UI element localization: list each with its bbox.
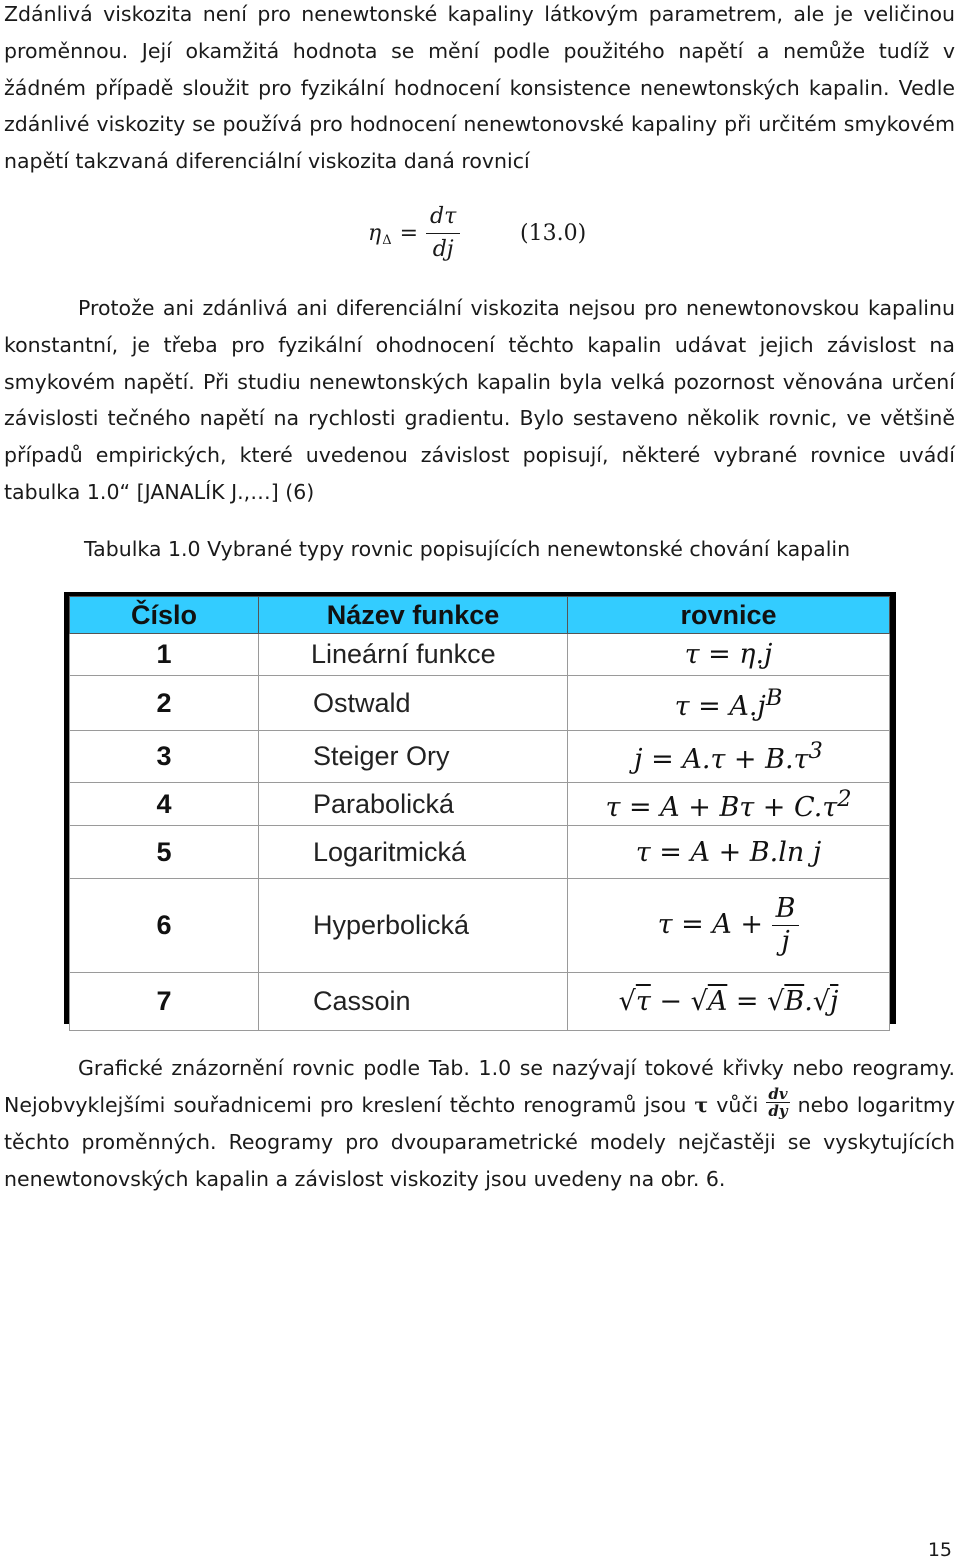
- header-cislo: Číslo: [70, 597, 259, 634]
- row-equation: $\tau = A + B\tau + C.\tau^2$: [568, 783, 890, 826]
- row-equation: τ = η.j: [568, 634, 890, 676]
- row-function-name: Ostwald: [259, 676, 568, 731]
- table-row: [70, 634, 890, 676]
- tau-symbol: τ: [694, 1093, 709, 1117]
- table-row: [70, 783, 890, 826]
- row-number: 6: [70, 879, 259, 973]
- row-equation: τ = A + $\frac{B}{j}$: [568, 879, 890, 973]
- header-rovnice: rovnice: [568, 597, 890, 634]
- sqrt-symbol: √: [690, 986, 708, 1017]
- equations-table: [64, 592, 896, 1024]
- equation-denominator: dj: [432, 236, 454, 262]
- page-number: 15: [927, 1539, 952, 1561]
- row-function-name: Parabolická: [259, 783, 568, 826]
- sqrt-symbol: √: [618, 986, 636, 1017]
- row-function-name: Steiger Ory: [259, 731, 568, 783]
- equation-fraction: $\frac{B}{j}$: [772, 893, 800, 958]
- row-function-name: Logaritmická: [259, 826, 568, 879]
- table-row: [70, 879, 890, 973]
- table-caption: Tabulka 1.0 Vybrané typy rovnic popisujících nenewtonské chování kapalin: [84, 537, 851, 561]
- row-function-name: Lineární funkce: [259, 634, 568, 676]
- paragraph-viscosity-dependence: Protože ani zdánlivá ani diferenciální viskozita nejsou pro nenewtonovskou kapalinu konstantní, je třeba pro fyzikální ohodnocení těchto kapalin udávat jejich závislost na smykovém napětí. Při studiu nenewtonských kapalin byla velká pozornost věnována určení závislosti tečného napětí na rychlosti gradientu. Bylo sestaveno několik rovnic, ve většině případů empirických, které uvedenou závislost popisují, některé vybrané rovnice uvádí tabulka 1.0“ [JANALÍK J.,…] (6): [4, 296, 955, 504]
- dv-dy-fraction: $\frac{dv}{dy}$: [768, 1084, 788, 1120]
- equation-eta: η: [368, 220, 382, 246]
- equation-superscript: 2: [837, 785, 852, 812]
- row-function-name: Hyperbolická: [259, 879, 568, 973]
- table-row: [70, 826, 890, 879]
- equation-number: (13.0): [520, 220, 587, 246]
- row-function-name: Cassoin: [259, 973, 568, 1031]
- sqrt-symbol: √: [812, 986, 830, 1017]
- row-equation: √τ − √A = √B.√j: [568, 973, 890, 1031]
- row-number: 4: [70, 783, 259, 826]
- table-row: [70, 676, 890, 731]
- row-number: 3: [70, 731, 259, 783]
- equation-equals: =: [399, 220, 419, 246]
- row-equation: τ = A + B.ln j: [568, 826, 890, 879]
- row-number: 2: [70, 676, 259, 731]
- equation-differential-viscosity: [368, 198, 587, 268]
- equation-fraction: [426, 205, 460, 262]
- paragraph-rheograms: Grafické znázornění rovnic podle Tab. 1.0 se nazývají tokové křivky nebo reogramy. Nejobvyklejšími souřadnicemi pro kreslení těchto renogramů jsou τ vůči $\frac{dv}{dy}$ nebo logaritmy těchto proměnných. Reogramy pro dvouparametrické modely nejčastěji se vyskytujících nenewtonovských kapalin a závislost viskozity jsou uvedeny na obr. 6.: [4, 1056, 955, 1191]
- equation-numerator: dτ: [426, 205, 460, 234]
- header-nazev-funkce: Název funkce: [259, 597, 568, 634]
- table-row: [70, 973, 890, 1031]
- row-number: 7: [70, 973, 259, 1031]
- equation-subscript: Δ: [382, 232, 392, 248]
- table-row: [70, 731, 890, 783]
- row-equation: $\tau = A.j^B$: [568, 676, 890, 731]
- row-equation: $j = A.\tau + B.\tau^3$: [568, 731, 890, 783]
- equation-superscript: B: [765, 684, 783, 711]
- paragraph-apparent-viscosity: Zdánlivá viskozita není pro nenewtonské kapaliny látkovým parametrem, ale je veličinou proměnnou. Její okamžitá hodnota se mění podle použitého napětí a nemůže tudíž v žádném případě sloužit pro fyzikální hodnocení konsistence nenewtonských kapalin. Vedle zdánlivé viskozity se používá pro hodnocení nenewtonovské kapaliny při určitém smykovém napětí takzvaná diferenciální viskozita daná rovnicí: [4, 2, 955, 174]
- row-number: 1: [70, 634, 259, 676]
- equation-superscript: 3: [808, 738, 823, 764]
- sqrt-symbol: √: [767, 986, 785, 1017]
- row-number: 5: [70, 826, 259, 879]
